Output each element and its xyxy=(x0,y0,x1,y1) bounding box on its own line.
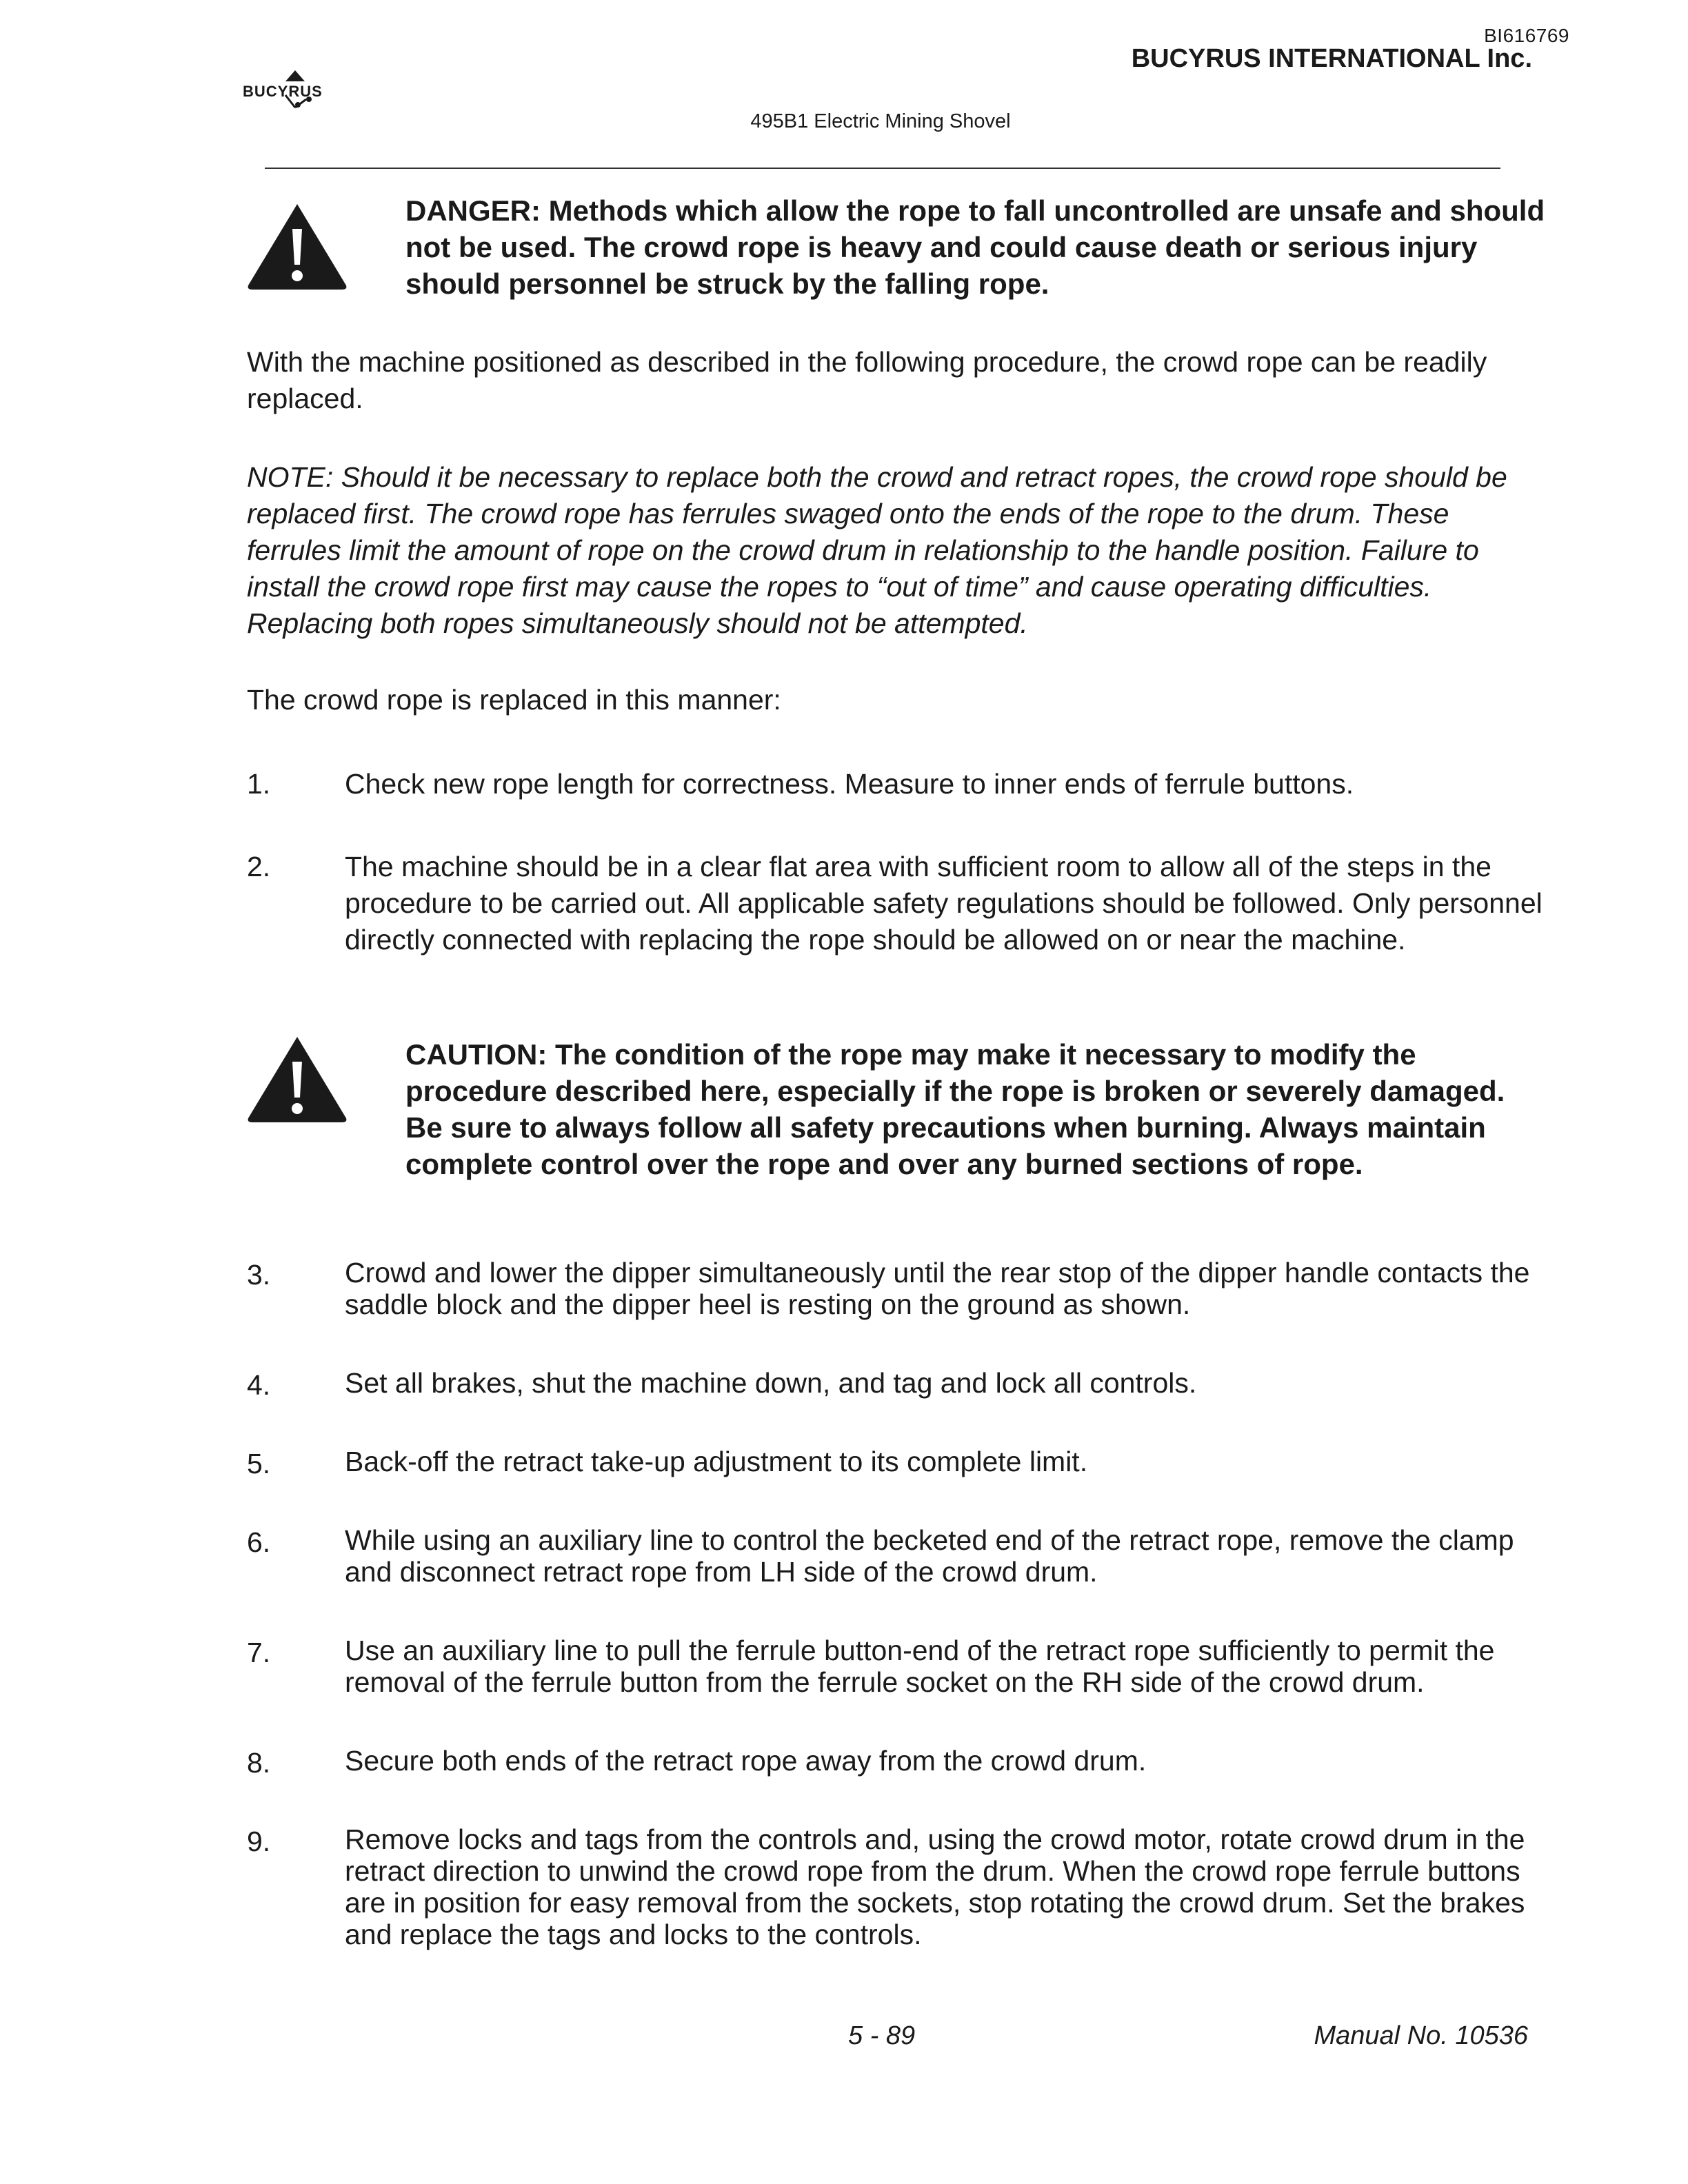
step-number: 4. xyxy=(247,1369,271,1401)
document-id: BI616769 xyxy=(1484,25,1569,46)
step-number: 9. xyxy=(247,1826,271,1857)
procedure-lead-in: The crowd rope is replaced in this manner: xyxy=(247,684,781,716)
step-number: 2. xyxy=(247,851,271,882)
step-number: 1. xyxy=(247,768,271,800)
page-number: 5 - 89 xyxy=(848,2021,916,2050)
step-number: 8. xyxy=(247,1747,271,1779)
step-number: 5. xyxy=(247,1448,271,1479)
danger-warning-icon xyxy=(245,201,349,292)
step-text: Crowd and lower the dipper simultaneously until the rear stop of the dipper handle contacts the saddle block and the dipper heel is resting on the ground as shown. xyxy=(345,1257,1530,1320)
step-number: 6. xyxy=(247,1526,271,1558)
danger-notice: DANGER: Methods which allow the rope to fall uncontrolled are unsafe and should not be used. The crowd rope is heavy and could cause death or serious injury should personnel be struck by the falling rope. xyxy=(405,194,1545,300)
step-text: While using an auxiliary line to control the becketed end of the retract rope, remove the clamp and disconnect retract rope from LH side of the crowd drum. xyxy=(345,1524,1514,1588)
caution-notice: CAUTION: The condition of the rope may make it necessary to modify the procedure described here, especially if the rope is broken or severely damaged. Be sure to always follow all safety precautions when burning. Always maintain complete control over the rope and over any burned sections of rope. xyxy=(405,1038,1505,1180)
manual-number: Manual No. 10536 xyxy=(1314,2021,1528,2050)
step-text: Check new rope length for correctness. Measure to inner ends of ferrule buttons. xyxy=(345,768,1354,800)
step-number: 3. xyxy=(247,1259,271,1291)
caution-warning-icon xyxy=(245,1034,349,1125)
step-number: 7. xyxy=(247,1637,271,1668)
header-divider xyxy=(265,168,1500,169)
logo-text: BUCYRUS xyxy=(243,83,323,100)
step-text: Use an auxiliary line to pull the ferrule button-end of the retract rope sufficiently to permit the removal of the ferrule button from the ferrule socket on the RH side of the crowd drum. xyxy=(345,1635,1495,1698)
step-text: Remove locks and tags from the controls and, using the crowd motor, rotate crowd drum in the retract direction to unwind the crowd rope from the drum. When the crowd rope ferrule buttons are in position for easy removal from the sockets, stop rotating the crowd drum. Set the brakes and replace the tags and locks to the controls. xyxy=(345,1823,1525,1950)
step-text: Set all brakes, shut the machine down, and tag and lock all controls. xyxy=(345,1367,1197,1399)
document-subtitle: 495B1 Electric Mining Shovel xyxy=(750,110,1011,132)
step-text: Secure both ends of the retract rope away from the crowd drum. xyxy=(345,1745,1147,1777)
step-text: Back-off the retract take-up adjustment to its complete limit. xyxy=(345,1446,1088,1477)
intro-paragraph: With the machine positioned as described in the following procedure, the crowd rope can be readily replaced. xyxy=(247,346,1487,414)
bucyrus-logo xyxy=(243,66,348,117)
company-name: BUCYRUS INTERNATIONAL Inc. xyxy=(1131,44,1532,73)
step-text: The machine should be in a clear flat area with sufficient room to allow all of the steps in the procedure to be carried out. All applicable safety regulations should be followed. Only personnel directly connected with replacing the rope should be allowed on or near the machine. xyxy=(345,851,1543,956)
note-paragraph: NOTE: Should it be necessary to replace both the crowd and retract ropes, the crowd rope should be replaced first. The crowd rope has ferrules swaged onto the ends of the rope to the drum. These ferrules limit the amount of rope on the crowd drum in relationship to the handle position. Failure to install the crowd rope first may cause the ropes to “out of time” and cause operating difficulties. Replacing both ropes simultaneously should not be attempted. xyxy=(247,461,1507,639)
